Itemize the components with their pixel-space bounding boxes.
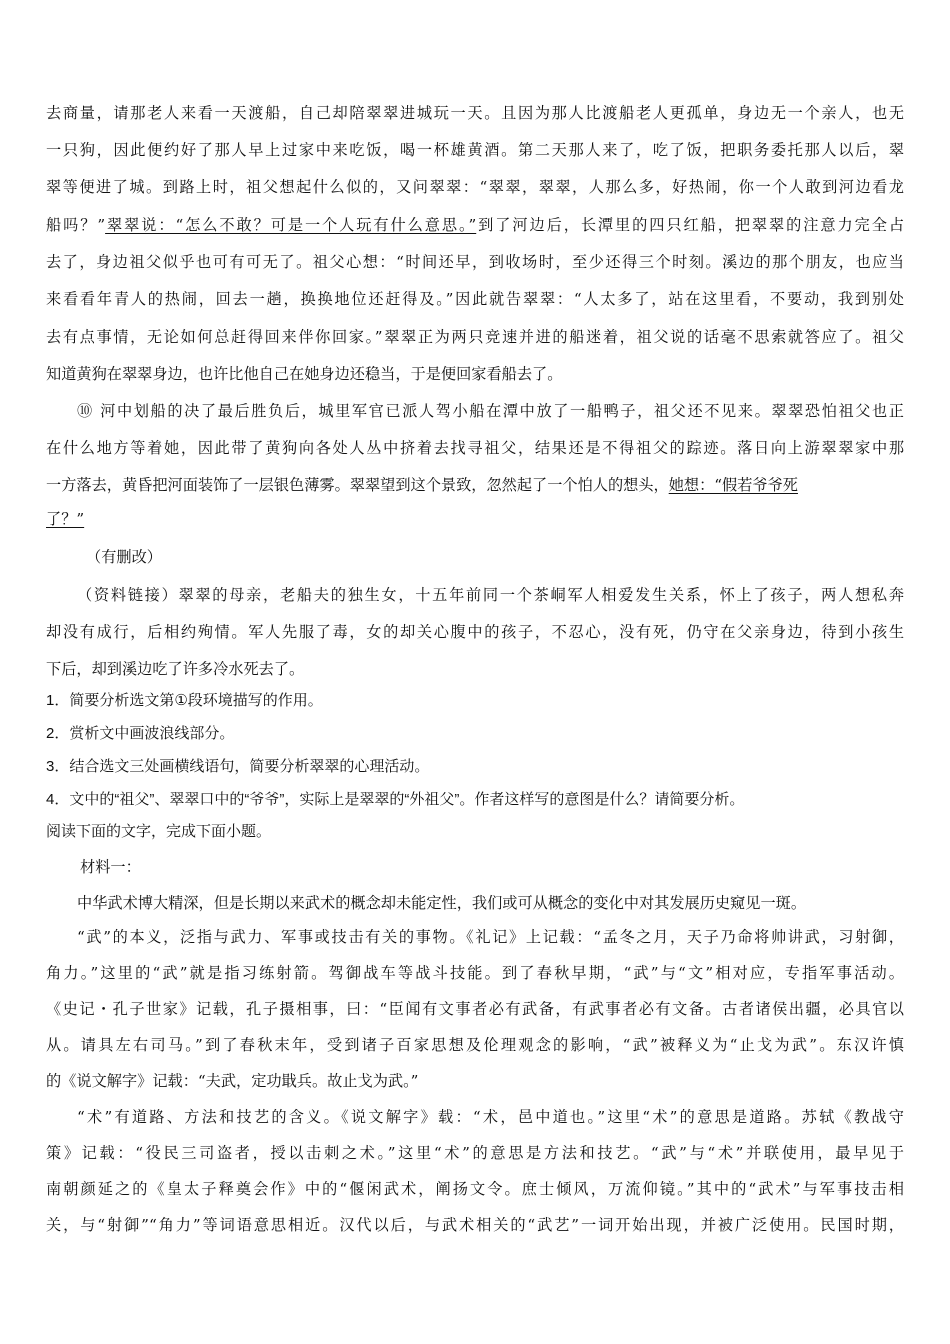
- question-4: 4．文中的“祖父”、翠翠口中的“爷爷”，实际上是翠翠的“外祖父”。作者这样写的意图是什么？请简要分析。: [46, 791, 745, 808]
- text-line: 去商量，请那老人来看一天渡船，自己却陪翠翠进城玩一天。且因为那人比渡船老人更孤单，身边无一个亲人，也无: [46, 104, 904, 122]
- text-line: [46, 475, 874, 495]
- text-line: “武”的本义，泛指与武力、军事或技击有关的事物。《礼记》上记载：“孟冬之月，天子乃命将帅讲武，习射御，: [77, 928, 904, 946]
- text-line: 《史记・孔子世家》记载，孔子摄相事，曰：“臣闻有文事者必有武备，有武事者必有文备。古者诸侯出疆，必具官以: [46, 1000, 904, 1018]
- text-line: 中华武术博大精深，但是长期以来武术的概念却未能定性，我们或可从概念的变化中对其发展历史窥见一斑。: [77, 894, 806, 912]
- text-line: 从。请具左右司马。”到了春秋末年，受到诸子百家思想及伦理观念的影响，“武”被释义为“止戈为武”。东汉许慎: [46, 1036, 904, 1054]
- text-line: [46, 509, 84, 529]
- text-line: 知道黄狗在翠翠身边，也许比他自己在她身边还稳当，于是便回家看船去了。: [46, 365, 563, 383]
- text-line: （资料链接）翠翠的母亲，老船夫的独生女，十五年前同一个茶峒军人相爱发生关系，怀上了孩子，两人想私奔: [77, 586, 904, 604]
- text-line: 一只狗，因此便约好了那人早上过家中来吃饭，喝一杯雄黄酒。第二天那人来了，吃了饭，把职务委托那人以后，翠: [46, 141, 904, 159]
- text-line: 翠等便进了城。到路上时，祖父想起什么似的，又问翠翠：“翠翠，翠翠，人那么多，好热闹，你一个人敢到河边看龙: [46, 178, 904, 196]
- text-line: 去有点事情，无论如何总赶得回来伴你回家。”翠翠正为两只竞速并进的船迷着，祖父说的话毫不思索就答应了。祖父: [46, 328, 904, 346]
- text-line: ⑩ 河中划船的决了最后胜负后，城里军官已派人驾小船在潭中放了一船鸭子，祖父还不见来。翠翠恐怕祖父也正: [77, 402, 904, 420]
- text-line: [46, 215, 904, 235]
- question-3: 3．结合选文三处画横线语句，简要分析翠翠的心理活动。: [46, 758, 430, 775]
- text-line: 策》记载：“役民三司盗者，授以击刺之术。”这里“术”的意思是方法和技艺。“武”与“术”并联使用，最早见于: [46, 1144, 904, 1162]
- text-line: “术”有道路、方法和技艺的含义。《说文解字》载：“术，邑中道也。”这里“术”的意思是道路。苏轼《教战守: [77, 1108, 904, 1126]
- text-line: 下后，却到溪边吃了许多冷水死去了。: [46, 660, 305, 678]
- text-line: 在什么地方等着她，因此带了黄狗向各处人丛中挤着去找寻祖父，结果还是不得祖父的踪迹。落日向上游翠翠家中那: [46, 439, 904, 457]
- instruction: 阅读下面的文字，完成下面小题。: [46, 823, 272, 840]
- text-line: 关，与“射御”“角力”等词语意思相近。汉代以后，与武术相关的“武艺”一词开始出现，并被广泛使用。民国时期，: [46, 1216, 904, 1234]
- question-1: 1．简要分析选文第①段环境描写的作用。: [46, 692, 323, 709]
- text-line: 却没有成行，后相约殉情。军人先服了毒，女的却关心腹中的孩子，不忍心，没有死，仍守在父亲身边，待到小孩生: [46, 623, 904, 641]
- material-heading: 材料一：: [80, 858, 141, 876]
- underlined-sentence: 翠翠说：“怎么不敢？可是一个人玩有什么意思。”: [105, 216, 477, 234]
- underlined-sentence: 她想：“假若爷爷死: [668, 476, 798, 494]
- source-note: （有删改）: [86, 548, 162, 566]
- text-segment: 一方落去，黄昏把河面装饰了一层银色薄雾。翠翠望到这个景致，忽然起了一个怕人的想头，: [46, 476, 669, 494]
- text-line: 去了，身边祖父似乎也可有可无了。祖父心想：“时间还早，到收场时，至少还得三个时刻。溪边的那个朋友，也应当: [46, 253, 904, 271]
- text-line: 角力。”这里的“武”就是指习练射箭。驾御战车等战斗技能。到了春秋早期，“武”与“文”相对应，专指军事活动。: [46, 964, 904, 982]
- underlined-sentence: 了？”: [46, 510, 85, 528]
- text-line: 的《说文解字》记载：“夫武，定功戢兵。故止戈为武。”: [46, 1072, 419, 1090]
- text-line: 来看看年青人的热闹，回去一趟，换换地位还赶得及。”因此就告翠翠：“人太多了，站在这里看，不要动，我到别处: [46, 290, 904, 308]
- text-segment: 船吗？”: [46, 216, 106, 234]
- text-line: 南朝颜延之的《皇太子释奠会作》中的“偃闲武术，阐扬文令。庶士倾风，万流仰镜。”其中的“武术”与军事技击相: [46, 1180, 904, 1198]
- question-2: 2．赏析文中画波浪线部分。: [46, 725, 235, 742]
- text-segment: 到了河边后，长潭里的四只红船，把翠翠的注意力完全占: [476, 216, 905, 234]
